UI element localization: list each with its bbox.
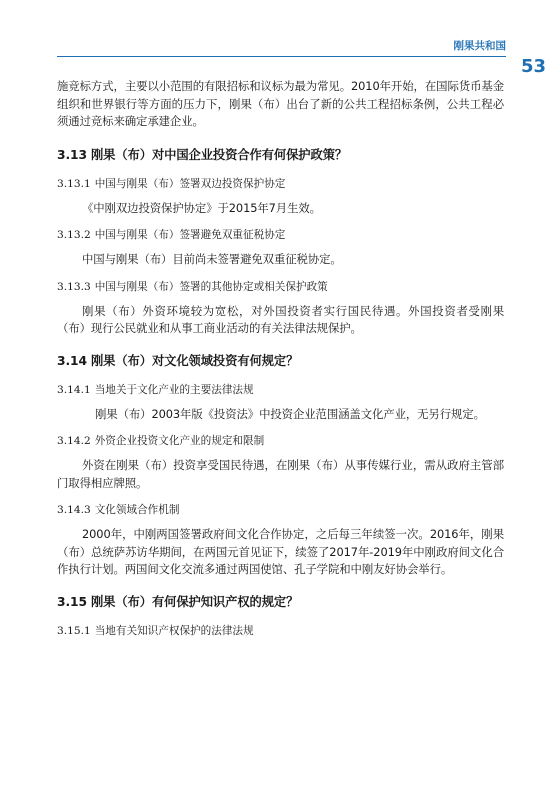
subsection-number: 3.13.1 bbox=[57, 177, 91, 190]
subsection-heading-3-13-3 bbox=[57, 279, 504, 295]
section-heading-3-13 bbox=[57, 146, 504, 164]
subsection-title: 中国与刚果（布）签署避免双重征税协定 bbox=[94, 229, 286, 241]
paragraph-3-13-1: 《中刚双边投资保护协定》于2015年7月生效。 bbox=[82, 200, 321, 215]
page-number: 53 bbox=[520, 56, 546, 77]
subsection-number: 3.14.1 bbox=[57, 383, 91, 396]
subsection-number: 3.14.2 bbox=[57, 435, 91, 447]
section-title: 刚果（布）对中国企业投资合作有何保护政策？ bbox=[90, 147, 348, 162]
subsection-heading-3-13-1 bbox=[57, 176, 504, 192]
subsection-heading-3-14-3 bbox=[57, 502, 504, 518]
subsection-heading-3-14-2 bbox=[57, 433, 504, 449]
page-content bbox=[57, 78, 504, 639]
section-heading-3-15 bbox=[57, 593, 504, 611]
subsection-heading-3-13-2 bbox=[57, 227, 504, 243]
section-number: 3.15 bbox=[57, 594, 87, 609]
subsection-number: 3.13.3 bbox=[57, 280, 91, 293]
subsection-number: 3.15.1 bbox=[57, 624, 91, 637]
running-header-country: 刚果共和国 bbox=[453, 40, 506, 52]
subsection-title: 当地关于文化产业的主要法律法规 bbox=[94, 383, 254, 396]
subsection-number: 3.13.2 bbox=[57, 229, 91, 241]
subsection-heading-3-15-1 bbox=[57, 623, 504, 639]
paragraph-3-13-2: 中国与刚果（布）目前尚未签署避免双重征税协定。 bbox=[82, 252, 342, 266]
subsection-title: 中国与刚果（布）签署双边投资保护协定 bbox=[94, 177, 286, 190]
paragraph-3-14-2: 外资在刚果（布）投资享受国民待遇，在刚果（布）从事传媒行业，需从政府主管部门取得相应牌照。 bbox=[57, 458, 504, 490]
header-rule bbox=[57, 56, 506, 57]
section-title: 刚果（布）对文化领域投资有何规定？ bbox=[90, 353, 299, 368]
section-title: 刚果（布）有何保护知识产权的规定？ bbox=[90, 594, 299, 609]
intro-paragraph: 施竞标方式，主要以小范围的有限招标和议标为最为常见。2010年开始，在国际货币基金组织和世界银行等方面的压力下，刚果（布）出台了新的公共工程招标条例，公共工程必须通过竞标来确定承建企业。 bbox=[57, 79, 504, 128]
paragraph-3-14-1: 刚果（布）2003年版《投资法》中投资企业范围涵盖文化产业，无另行规定。 bbox=[95, 406, 485, 421]
subsection-title: 文化领域合作机制 bbox=[94, 504, 180, 516]
paragraph-3-14-3: 2000年，中刚两国签署政府间文化合作协定，之后每三年续签一次。2016年，刚果（布）总统萨苏访华期间，在两国元首见证下，续签了2017年-2019年中刚政府间文化合作执行计划。两国间文化交流多通过两国使馆、孔子学院和中刚友好协会举行。 bbox=[57, 527, 504, 576]
subsection-title: 外资企业投资文化产业的规定和限制 bbox=[94, 435, 265, 447]
subsection-title: 中国与刚果（布）签署的其他协定或相关保护政策 bbox=[94, 280, 328, 293]
section-heading-3-14 bbox=[57, 352, 504, 370]
subsection-heading-3-14-1 bbox=[57, 382, 504, 398]
subsection-title: 当地有关知识产权保护的法律法规 bbox=[94, 624, 254, 637]
section-number: 3.13 bbox=[57, 147, 87, 162]
subsection-number: 3.14.3 bbox=[57, 504, 91, 516]
section-number: 3.14 bbox=[57, 353, 87, 368]
paragraph-3-13-3: 刚果（布）外资环境较为宽松，对外国投资者实行国民待遇。外国投资者受刚果（布）现行公民就业和从事工商业活动的有关法律法规保护。 bbox=[57, 303, 504, 335]
